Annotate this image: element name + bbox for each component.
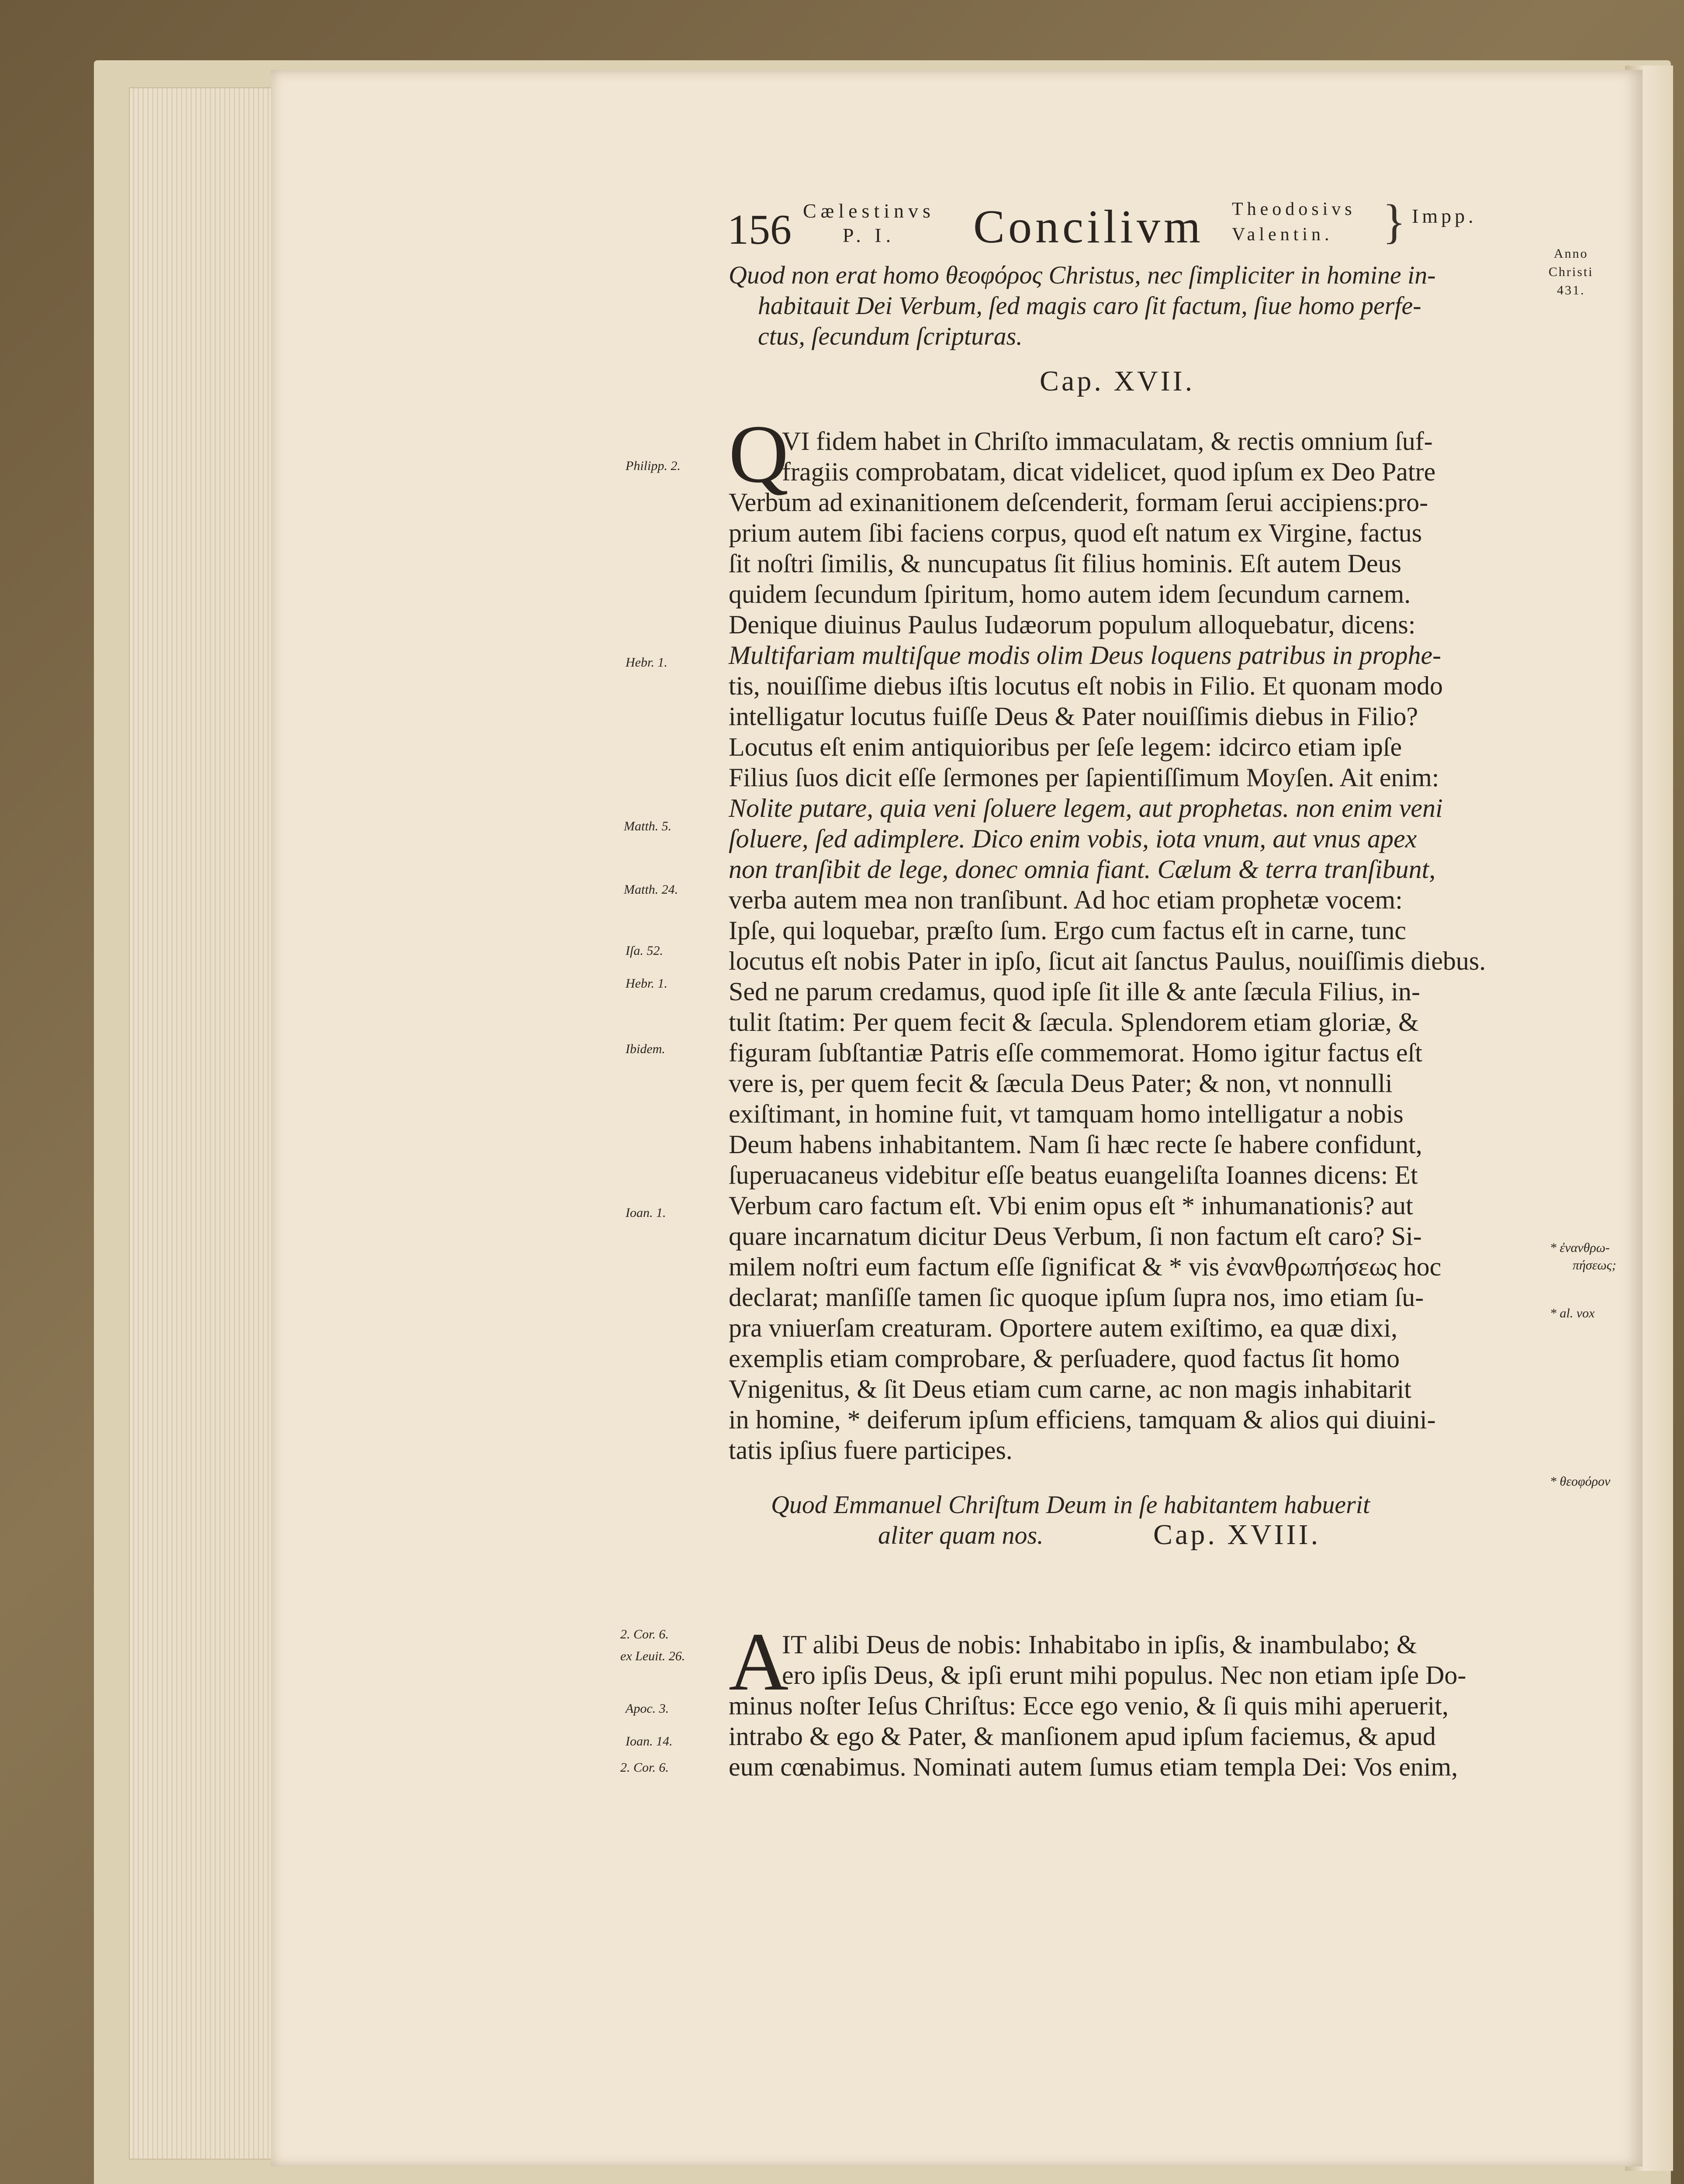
drop-cap-q: Q (729, 408, 789, 500)
margin-ref: 2. Cor. 6. (620, 1760, 669, 1775)
text-17-line: exemplis etiam comprobare, & perſuadere, quod factus ſit homo (729, 1344, 1400, 1373)
margin-ref: Ibidem. (626, 1042, 665, 1056)
text-17-line: quidem ſecundum ſpiritum, homo autem idem ſecundum carnem. (729, 580, 1411, 608)
rubric-18-line-2: aliter quam nos. (878, 1521, 1044, 1549)
text-17-line: VI fidem habet in Chriſto immaculatam, & rectis omnium ſuf- (782, 427, 1433, 456)
margin-ref: ex Leuit. 26. (620, 1649, 685, 1663)
margin-ref: Philipp. 2. (626, 459, 681, 473)
rubric-17-line-3: ctus, ſecundum ſcripturas. (758, 322, 1023, 350)
header-brace: } (1383, 195, 1406, 248)
drop-cap-a: A (729, 1616, 789, 1708)
header-emperor-1: Theodosivs (1232, 199, 1356, 219)
text-18-line: minus noſter Ieſus Chriſtus: Ecce ego venio, & ſi quis mihi aperuerit, (729, 1691, 1449, 1720)
text-17-line: Multifariam multiſque modis olim Deus loquens patribus in prophe- (729, 641, 1442, 670)
text-17-line: Vnigenitus, & ſit Deus etiam cum carne, ac non magis inhabitarit (729, 1375, 1411, 1403)
text-17-line: figuram ſubſtantiæ Patris eſſe commemorat. Homo igitur factus eſt (729, 1038, 1422, 1067)
text-17-line: tatis ipſius fuere participes. (729, 1436, 1013, 1465)
text-18-line: eum cœnabimus. Nominati autem ſumus etiam templa Dei: Vos enim, (729, 1752, 1458, 1781)
header-pope (803, 199, 935, 248)
anno-christi-note (1549, 245, 1594, 300)
running-title: Concilivm (973, 201, 1204, 253)
christi-label: Christi (1549, 265, 1594, 279)
text-17-line: Verbum ad exinanitionem deſcenderit, formam ſerui accipiens:pro- (729, 488, 1428, 517)
chapter-18-heading: Cap. XVIII. (1153, 1519, 1321, 1551)
margin-ref: Ioan. 1. (626, 1206, 666, 1220)
margin-ref: Apoc. 3. (626, 1701, 669, 1716)
header-emperor-2: Valentin. (1232, 225, 1333, 245)
margin-note: * ἐνανθρω- (1550, 1241, 1610, 1255)
text-17-line: Sed ne parum credamus, quod ipſe ſit ille & ante ſæcula Filius, in- (729, 977, 1421, 1006)
text-17-line: locutus eſt nobis Pater in ipſo, ſicut ait ſanctus Paulus, nouiſſimis diebus. (729, 947, 1486, 975)
page-edges (129, 87, 288, 2160)
rubric-17-line-1: Quod non erat homo θεοφόρος Christus, nec ſimpliciter in homine in- (729, 261, 1436, 289)
text-17-line: milem noſtri eum factum eſſe ſignificat & * vis ἐνανθρωπήσεως hoc (729, 1252, 1442, 1281)
text-17-line: intelligatur locutus fuiſſe Deus & Pater nouiſſimis diebus in Filio? (729, 702, 1418, 731)
rubric-18-line-1: Quod Emmanuel Chriſtum Deum in ſe habitantem habuerit (771, 1490, 1370, 1519)
text-17-line: fragiis comprobatam, dicat videlicet, quod ipſum ex Deo Patre (782, 457, 1436, 486)
text-17-line: verba autem mea non tranſibunt. Ad hoc etiam prophetæ vocem: (729, 885, 1403, 914)
text-18-line: intrabo & ego & Pater, & manſionem apud ipſum faciemus, & apud (729, 1722, 1436, 1751)
margin-note: * al. vox (1550, 1306, 1595, 1320)
text-18-line: IT alibi Deus de nobis: Inhabitabo in ipſis, & inambulabo; & (782, 1630, 1417, 1659)
text-17-line: ſuperuacaneus videbitur eſſe beatus euangeliſta Ioannes dicens: Et (729, 1161, 1418, 1189)
margin-ref: Matth. 24. (624, 882, 678, 897)
text-17-line: in homine, * deiferum ipſum efficiens, tamquam & alios qui diuini- (729, 1405, 1436, 1434)
header-impp: Impp. (1412, 205, 1477, 227)
text-17-line: pra vniuerſam creaturam. Oportere autem exiſtimo, ea quæ dixi, (729, 1313, 1398, 1342)
text-17-line: Verbum caro factum eſt. Vbi enim opus eſt * inhumanationis? aut (729, 1191, 1413, 1220)
text-17-line: Deum habens inhabitantem. Nam ſi hæc recte ſe habere confidunt, (729, 1130, 1422, 1159)
anno-year: 431. (1557, 283, 1585, 297)
text-17-line: tis, nouiſſime diebus iſtis locutus eſt nobis in Filio. Et quonam modo (729, 671, 1443, 700)
text-17-line: non tranſibit de lege, donec omnia fiant. Cælum & terra tranſibunt, (729, 855, 1436, 884)
text-17-line: Denique diuinus Paulus Iudæorum populum alloquebatur, dicens: (729, 610, 1416, 639)
header-pope-number: P. I. (842, 224, 896, 246)
margin-ref: Hebr. 1. (626, 976, 667, 991)
text-17-line: ſit noſtri ſimilis, & nuncupatus ſit filius hominis. Eſt autem Deus (729, 549, 1401, 578)
text-17-line: quare incarnatum dicitur Deus Verbum, ſi non factum eſt caro? Si- (729, 1222, 1422, 1251)
chapter-17-heading: Cap. XVII. (1040, 365, 1195, 397)
margin-ref: 2. Cor. 6. (620, 1627, 669, 1641)
header-emperors (1232, 197, 1356, 247)
margin-ref: Hebr. 1. (626, 655, 667, 670)
anno-label: Anno (1554, 246, 1588, 261)
text-17-line: tulit ſtatim: Per quem fecit & ſæcula. Splendorem etiam gloriæ, & (729, 1008, 1419, 1037)
text-17-line: exiſtimant, in homine fuit, vt tamquam homo intelligatur a nobis (729, 1099, 1404, 1128)
header-pope-name: Cælestinvs (803, 200, 935, 222)
margin-ref: Ioan. 14. (626, 1734, 673, 1749)
text-17-line: Locutus eſt enim antiquioribus per ſeſe legem: idcirco etiam ipſe (729, 733, 1402, 761)
text-17-line: declarat; manſiſſe tamen ſic quoque ipſum ſupra nos, imo etiam ſu- (729, 1283, 1424, 1312)
text-17-line: prium autem ſibi faciens corpus, quod eſt natum ex Virgine, factus (729, 518, 1422, 547)
text-17-line: vere is, per quem fecit & ſæcula Deus Pater; & non, vt nonnulli (729, 1069, 1393, 1098)
text-17-line: Ipſe, qui loquebar, præſto ſum. Ergo cum factus eſt in carne, tunc (729, 916, 1407, 945)
margin-ref: Iſa. 52. (626, 943, 663, 958)
margin-note: * θεοφόρον (1550, 1474, 1611, 1489)
margin-ref: Matth. 5. (624, 819, 672, 833)
text-17-line: Nolite putare, quia veni ſoluere legem, aut prophetas. non enim veni (729, 794, 1443, 822)
text-17-line: Filius ſuos dicit eſſe ſermones per ſapientiſſimum Moyſen. Ait enim: (729, 763, 1439, 792)
text-18-line: ero ipſis Deus, & ipſi erunt mihi populus. Nec non etiam ipſe Do- (782, 1661, 1466, 1690)
rubric-17-line-2: habitauit Dei Verbum, ſed magis caro ſit factum, ſiue homo perfe- (758, 291, 1421, 320)
page-number: 156 (727, 206, 792, 253)
margin-note: πήσεως; (1573, 1258, 1616, 1272)
text-17-line: ſoluere, ſed adimplere. Dico enim vobis, iota vnum, aut vnus apex (729, 824, 1417, 853)
